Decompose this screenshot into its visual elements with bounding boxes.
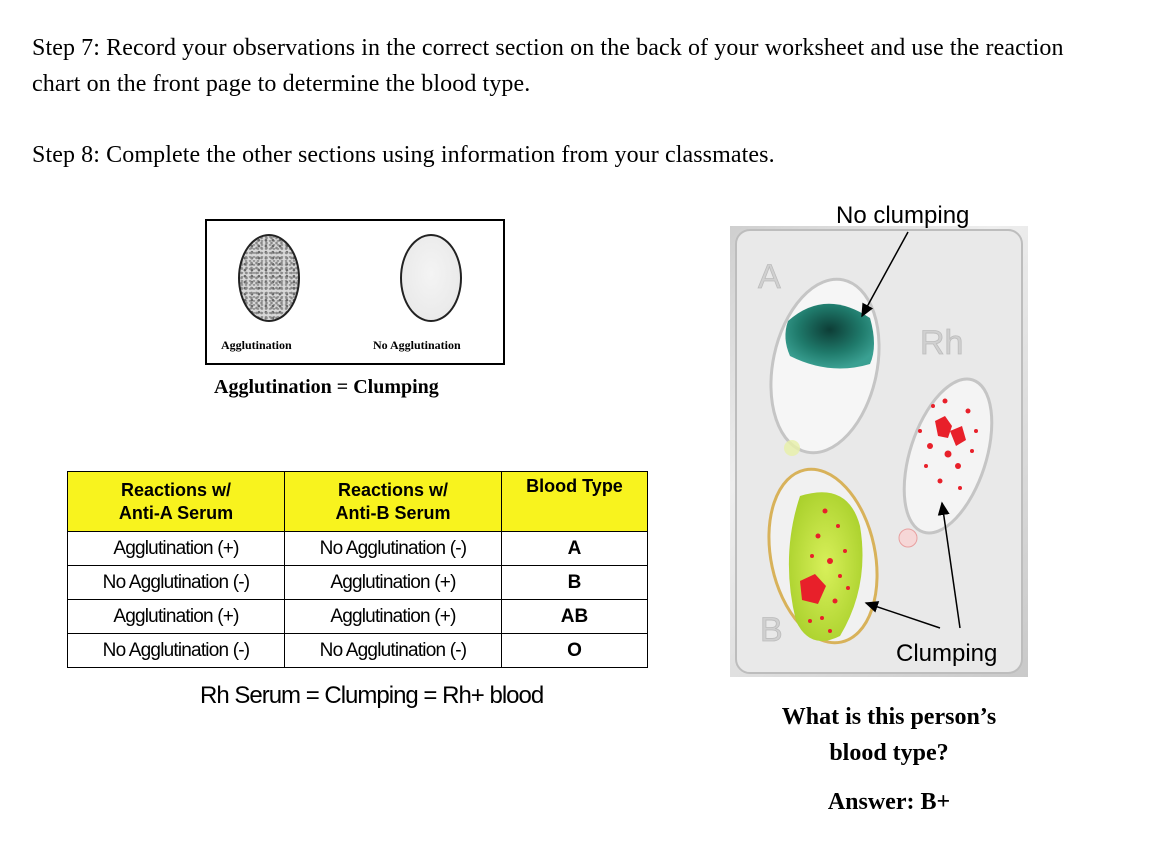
answer-text: Answer: B+: [827, 789, 951, 815]
anti-a-reaction: No Agglutination (-): [68, 566, 285, 600]
question-line-2: blood type?: [829, 740, 949, 766]
no-agglutination-label: No Agglutination: [373, 338, 461, 352]
droplet: [784, 440, 800, 456]
blood-type-cell: B: [502, 566, 648, 600]
anti-a-liquid: [785, 304, 874, 369]
header-anti-b-text: Reactions w/ Anti-B Serum: [335, 479, 451, 523]
anti-a-reaction: Agglutination (+): [68, 532, 285, 566]
agglutinated-drop-illustration: [238, 234, 300, 322]
table-header-row: [68, 472, 648, 532]
reaction-chart-table: [67, 471, 648, 668]
anti-a-reaction: No Agglutination (-): [68, 634, 285, 668]
table-row: [68, 600, 648, 634]
well-label-b: B: [760, 611, 783, 649]
step-7-text: Step 7: Record your observations in the correct section on the back of your worksheet and use the reaction chart on the front page to determine the blood type.: [32, 35, 1064, 97]
blood-type-cell: AB: [502, 600, 648, 634]
header-blood-type: [502, 472, 648, 532]
anti-b-reaction: No Agglutination (-): [285, 532, 502, 566]
blood-type-cell: O: [502, 634, 648, 668]
table-row: [68, 566, 648, 600]
agglutination-caption: Agglutination = Clumping: [214, 376, 439, 398]
well-label-a: A: [758, 258, 781, 296]
droplet: [899, 529, 917, 547]
header-anti-a-text: Reactions w/ Anti-A Serum: [118, 479, 234, 523]
header-blood-type-text: Blood Type: [526, 476, 623, 496]
well-label-rh: Rh: [920, 324, 964, 362]
anti-b-reaction: Agglutination (+): [285, 600, 502, 634]
agglutination-label: Agglutination: [221, 338, 292, 352]
rh-serum-note: Rh Serum = Clumping = Rh+ blood: [200, 682, 544, 709]
anti-a-reaction: Agglutination (+): [68, 600, 285, 634]
question-line-1: What is this person’s: [781, 704, 997, 730]
blood-typing-tray-photo: [730, 226, 1028, 677]
blood-type-cell: A: [502, 532, 648, 566]
anti-b-reaction: Agglutination (+): [285, 566, 502, 600]
header-anti-a: [68, 472, 285, 532]
anti-b-reaction: No Agglutination (-): [285, 634, 502, 668]
agglutination-diagram: [205, 219, 505, 365]
table-row: [68, 634, 648, 668]
no-clumping-label: No clumping: [836, 202, 970, 229]
clumping-label: Clumping: [896, 640, 998, 667]
tray-illustration: [730, 226, 1028, 677]
header-anti-b: [285, 472, 502, 532]
step-8-text: Step 8: Complete the other sections using information from your classmates.: [32, 142, 775, 168]
non-agglutinated-drop-illustration: [400, 234, 462, 322]
table-row: [68, 532, 648, 566]
